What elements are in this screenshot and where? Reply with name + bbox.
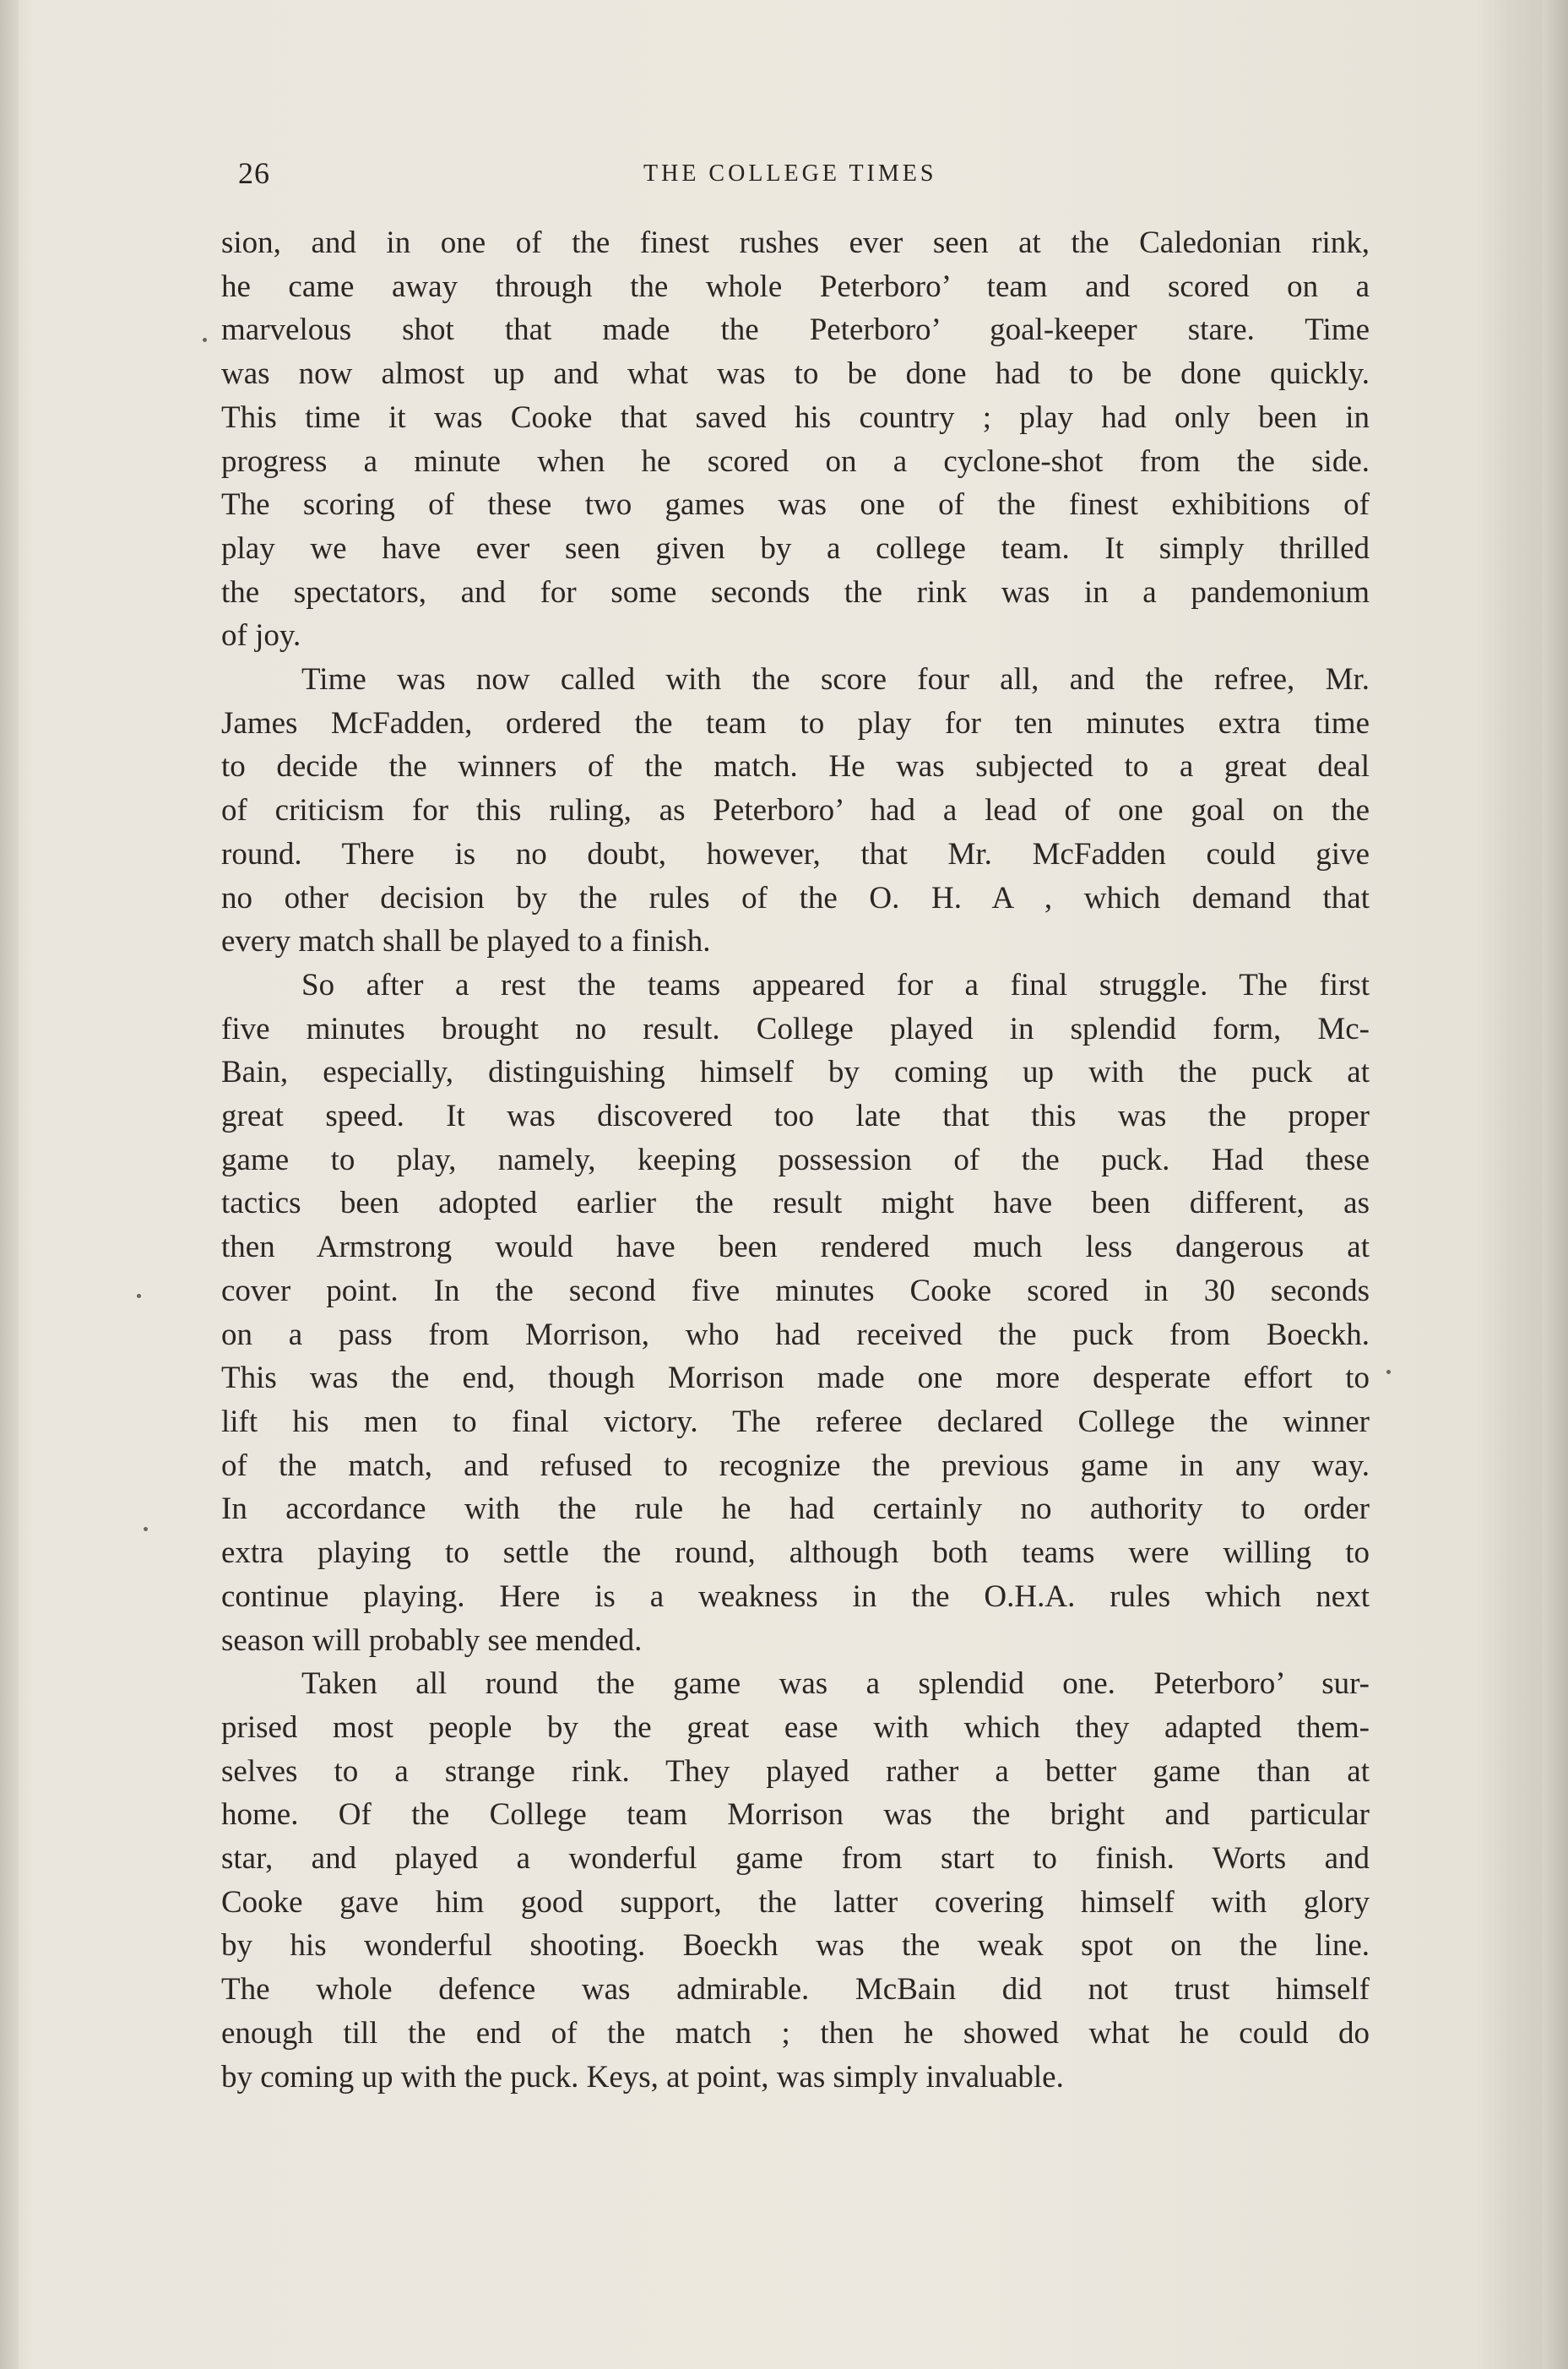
- text-line: by his wonderful shooting. Boeckh was the weak spot on the line.: [221, 1928, 1370, 1964]
- text-line: five minutes brought no result. College played in splendid form, Mc-: [221, 1011, 1370, 1046]
- text-line: the spectators, and for some seconds the rink was in a pandemonium: [221, 574, 1370, 610]
- text-line: star, and played a wonderful game from start to finish. Worts and: [221, 1841, 1370, 1877]
- text-line: no other decision by the rules of the O. H. A , which demand that: [221, 880, 1370, 916]
- text-line: extra playing to settle the round, although both teams were willing to: [221, 1535, 1370, 1571]
- text-line: of criticism for this ruling, as Peterboro’ had a lead of one goal on the: [221, 793, 1370, 829]
- text-line: progress a minute when he scored on a cyclone-shot from the side.: [221, 443, 1370, 479]
- text-line: marvelous shot that made the Peterboro’ goal-keeper stare. Time: [221, 312, 1370, 348]
- text-line: In accordance with the rule he had certainly no authority to order: [221, 1491, 1370, 1527]
- text-line: home. Of the College team Morrison was the bright and particular: [221, 1797, 1370, 1833]
- paragraph: [221, 964, 1370, 1662]
- speck: [144, 1527, 148, 1531]
- paragraph: [221, 1662, 1370, 2099]
- article-body: [221, 221, 1370, 2099]
- text-line: he came away through the whole Peterboro’ team and scored on a: [221, 269, 1370, 304]
- paragraph: [221, 221, 1370, 658]
- page-number: 26: [238, 156, 270, 190]
- text-line: play we have ever seen given by a college team. It simply thrilled: [221, 530, 1370, 566]
- text-line: selves to a strange rink. They played rather a better game than at: [221, 1753, 1370, 1789]
- text-line: by coming up with the puck. Keys, at point, was simply invaluable.: [221, 2059, 1064, 2095]
- text-line: lift his men to final victory. The referee declared College the winner: [221, 1404, 1370, 1439]
- text-line: This time it was Cooke that saved his country ; play had only been in: [221, 399, 1370, 435]
- text-line: round. There is no doubt, however, that Mr. McFadden could give: [221, 836, 1370, 872]
- text-line: game to play, namely, keeping possession of the puck. Had these: [221, 1142, 1370, 1177]
- text-line: enough till the end of the match ; then he showed what he could do: [221, 2015, 1370, 2051]
- page-edge: [1543, 0, 1568, 2369]
- text-line: of the match, and refused to recognize the previous game in any way.: [221, 1448, 1370, 1483]
- text-line: The scoring of these two games was one of the finest exhibitions of: [221, 487, 1370, 523]
- text-line: Time was now called with the score four all, and the refree, Mr.: [301, 662, 1370, 698]
- binding-gutter: [0, 0, 19, 2369]
- text-line: The whole defence was admirable. McBain did not trust himself: [221, 1972, 1370, 2008]
- text-line: Cooke gave him good support, the latter covering himself with glory: [221, 1884, 1370, 1920]
- text-line: of joy.: [221, 618, 301, 654]
- speck: [1386, 1370, 1391, 1374]
- text-line: Taken all round the game was a splendid one. Peterboro’ sur-: [301, 1666, 1370, 1702]
- text-line: continue playing. Here is a weakness in the O.H.A. rules which next: [221, 1578, 1370, 1614]
- text-line: Bain, especially, distinguishing himself by coming up with the puck at: [221, 1055, 1370, 1090]
- text-line: sion, and in one of the finest rushes ever seen at the Caledonian rink,: [221, 225, 1370, 260]
- text-line: cover point. In the second five minutes Cooke scored in 30 seconds: [221, 1273, 1370, 1308]
- text-line: on a pass from Morrison, who had received the puck from Boeckh.: [221, 1317, 1370, 1352]
- speck: [203, 338, 207, 342]
- text-line: So after a rest the teams appeared for a final struggle. The first: [301, 967, 1370, 1002]
- text-line: then Armstrong would have been rendered much less dangerous at: [221, 1230, 1370, 1265]
- text-line: James McFadden, ordered the team to play for ten minutes extra time: [221, 705, 1370, 741]
- text-line: tactics been adopted earlier the result might have been different, as: [221, 1186, 1370, 1221]
- page-header: [238, 155, 1370, 198]
- text-line: season will probably see mended.: [221, 1622, 643, 1658]
- text-line: prised most people by the great ease with which they adapted them-: [221, 1709, 1370, 1745]
- running-title: THE COLLEGE TIMES: [643, 160, 937, 187]
- text-line: every match shall be played to a finish.: [221, 924, 711, 959]
- text-line: to decide the winners of the match. He was subjected to a great deal: [221, 749, 1370, 785]
- speck: [137, 1294, 141, 1298]
- text-line: great speed. It was discovered too late that this was the proper: [221, 1099, 1370, 1134]
- text-line: was now almost up and what was to be done had to be done quickly.: [221, 356, 1370, 392]
- text-line: This was the end, though Morrison made one more desperate effort to: [221, 1361, 1370, 1396]
- paragraph: [221, 658, 1370, 964]
